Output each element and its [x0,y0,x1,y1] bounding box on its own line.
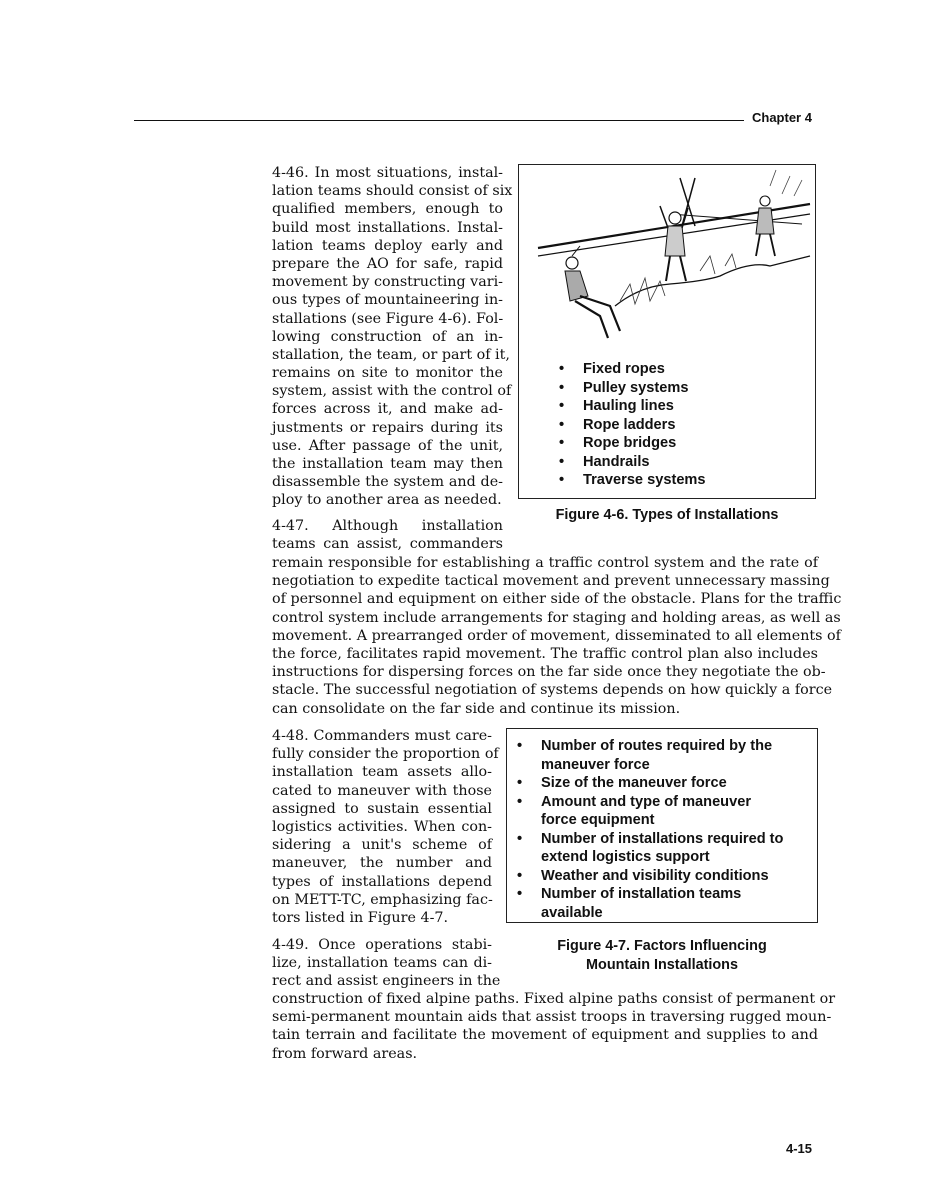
text-line: forces across it, and make ad- [272,401,503,418]
text-line: ploy to another area as needed. [272,492,502,509]
text-line: lowing construction of an in- [272,328,503,345]
text-line: 4-47. Although installation [272,518,503,534]
text-line: sidering a unit's scheme of [272,837,492,854]
text-line: 4-46. In most situations, instal- [272,165,503,181]
paragraph-4-47-narrow [272,517,503,553]
figure-4-7-item-line: • Size of the maneuver force [541,775,727,791]
figure-4-7-item [517,774,813,793]
text-line: system, assist with the control of [272,383,512,400]
text-line: assigned to sustain essential [272,800,492,817]
mountain-installation-illustration [520,166,816,356]
text-line: movement. A prearranged order of movement, disseminated to all elements of [272,627,841,644]
figure-4-7-box [506,728,818,923]
text-line: types of installations depend [272,873,492,890]
text-line: teams can assist, commanders [272,536,503,553]
paragraph-4-49-narrow [272,936,501,991]
text-line: build most installations. Instal- [272,219,503,236]
figure-4-7-item-line: available [541,904,603,921]
text-line: logistics activities. When con- [272,818,492,835]
figure-4-6-caption: Figure 4-6. Types of Installations [555,507,779,523]
text-line: can consolidate on the far side and continue its mission. [272,700,681,717]
text-line: negotiation to expedite tactical movement and prevent unnecessary massing [272,573,830,590]
figure-4-7-item [517,830,813,867]
figure-4-6-item: • Rope ladders [559,416,706,435]
text-line: tain terrain and facilitate the movement of equipment and supplies to and [272,1027,818,1044]
chapter-label: Chapter 4 [752,110,812,125]
figure-4-6-item: • Rope bridges [559,434,706,453]
figure-4-7-caption-line: Mountain Installations [586,956,738,973]
text-line: installation team assets allo- [272,764,492,781]
text-line: movement by constructing vari- [272,274,504,291]
text-line: the installation team may then [272,456,503,472]
figure-4-7-item-line: • Weather and visibility conditions [541,867,769,884]
text-line: stallations (see Figure 4-6). Fol- [272,310,504,327]
text-line: 4-49. Once operations stabi- [272,937,492,953]
figure-4-7-item-line: force equipment [541,812,655,828]
paragraph-4-46 [272,164,513,510]
paragraph-4-48 [272,727,499,927]
figure-4-6-item: • Pulley systems [559,379,706,398]
figure-4-7-item-line: maneuver force [541,756,650,773]
text-line: the force, facilitates rapid movement. The traffic control plan also includes [272,645,818,662]
figure-4-7-item [517,885,813,922]
figure-4-7-item [517,737,813,774]
text-line: on METT-TC, emphasizing fac- [272,891,493,908]
figure-4-7-item-line: • Number of installation teams [541,886,742,902]
figure-4-7-list [517,737,813,922]
text-line: disassemble the system and de- [272,474,503,491]
text-line: remain responsible for establishing a traffic control system and the rate of [272,555,818,571]
figure-4-7-item-line: • Number of routes required by the [541,738,773,754]
text-line: lation teams should consist of six [272,183,513,200]
text-line: from forward areas. [272,1045,418,1062]
figure-4-7-item [517,867,813,886]
text-line: control system include arrangements for staging and holding areas, as well as [272,609,841,626]
text-line: use. After passage of the unit, [272,437,503,454]
text-line: ous types of mountaineering in- [272,292,503,309]
text-line: rect and assist engineers in the [272,973,501,990]
figure-4-6-box [518,164,816,499]
text-line: of personnel and equipment on either side of the obstacle. Plans for the traffic [272,591,842,608]
figure-4-7-item [517,793,813,830]
text-line: construction of fixed alpine paths. Fixed alpine paths consist of permanent or [272,991,836,1007]
figure-4-6-list [559,360,706,490]
figure-4-6-item: • Fixed ropes [559,360,706,379]
figure-4-7-caption [506,937,818,974]
figure-4-7-item-line: • Amount and type of maneuver [541,793,752,810]
text-line: semi-permanent mountain aids that assist troops in traversing rugged moun- [272,1009,832,1026]
text-line: stacle. The successful negotiation of systems depends on how quickly a force [272,682,833,699]
figure-4-7-item-line: • Number of installations required to [541,830,784,847]
text-line: instructions for dispersing forces on the far side once they negotiate the ob- [272,664,826,681]
text-line: cated to maneuver with those [272,782,492,799]
figure-4-6-item: • Hauling lines [559,397,706,416]
figure-4-7-item-line: extend logistics support [541,849,710,865]
text-line: lation teams deploy early and [272,237,503,254]
paragraph-4-49 [272,990,836,1063]
text-line: stallation, the team, or part of it, [272,346,510,363]
text-line: prepare the AO for safe, rapid [272,255,503,272]
figure-4-7-caption-line: Figure 4-7. Factors Influencing [557,938,767,954]
text-line: remains on site to monitor the [272,365,503,382]
figure-4-6-item: • Handrails [559,453,706,472]
text-line: lize, installation teams can di- [272,955,492,972]
header-rule [134,120,744,121]
text-line: justments or repairs during its [272,419,503,436]
text-line: fully consider the proportion of [272,746,499,763]
paragraph-4-47 [272,554,842,718]
text-line: 4-48. Commanders must care- [272,728,492,744]
text-line: maneuver, the number and [272,855,492,872]
text-line: tors listed in Figure 4-7. [272,909,449,926]
text-line: qualified members, enough to [272,201,503,218]
figure-4-6-item: • Traverse systems [559,471,706,490]
page-number: 4-15 [786,1141,813,1156]
